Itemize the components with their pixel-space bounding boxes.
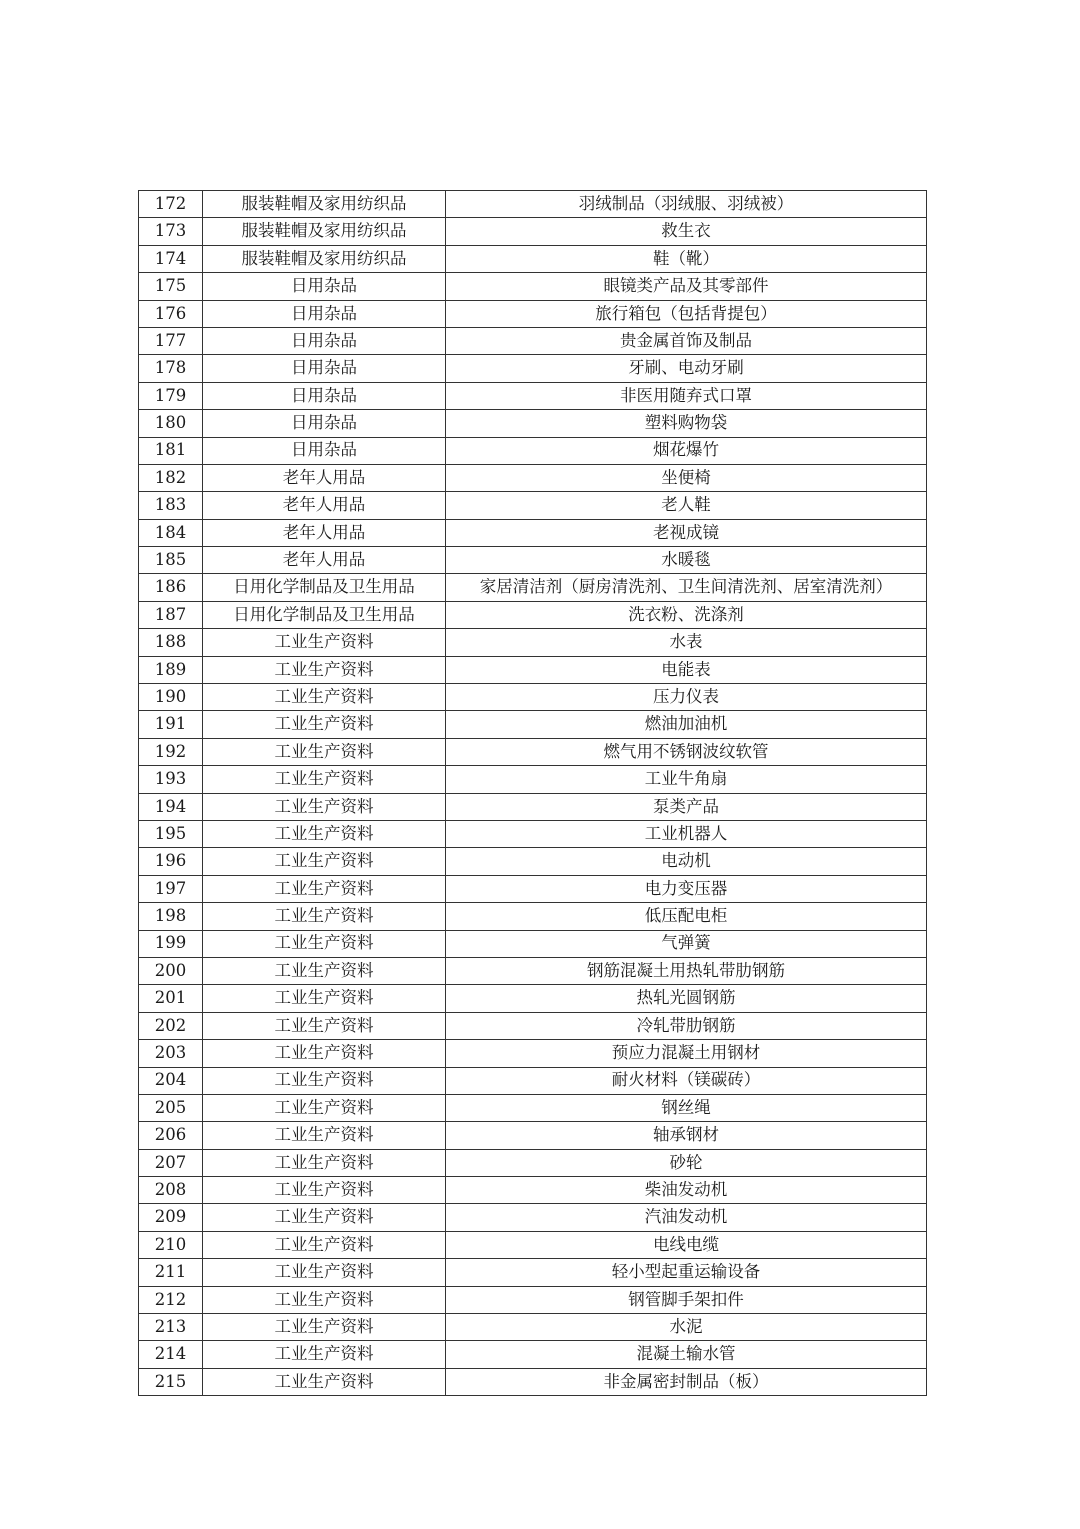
category-cell: 工业生产资料 bbox=[203, 903, 446, 930]
product-name-cell: 柴油发动机 bbox=[446, 1177, 927, 1204]
category-cell: 工业生产资料 bbox=[203, 1368, 446, 1395]
row-number-cell: 178 bbox=[139, 355, 203, 382]
category-cell: 老年人用品 bbox=[203, 464, 446, 491]
product-name-cell: 非金属密封制品（板） bbox=[446, 1368, 927, 1395]
product-name-cell: 非医用随弃式口罩 bbox=[446, 382, 927, 409]
category-cell: 工业生产资料 bbox=[203, 711, 446, 738]
row-number-cell: 191 bbox=[139, 711, 203, 738]
category-cell: 工业生产资料 bbox=[203, 985, 446, 1012]
row-number-cell: 210 bbox=[139, 1231, 203, 1258]
row-number-cell: 173 bbox=[139, 218, 203, 245]
product-name-cell: 气弹簧 bbox=[446, 930, 927, 957]
table-row bbox=[139, 437, 927, 464]
product-name-cell: 旅行箱包（包括背提包） bbox=[446, 300, 927, 327]
row-number-cell: 186 bbox=[139, 574, 203, 601]
product-name-cell: 鞋（靴） bbox=[446, 245, 927, 272]
product-name-cell: 轻小型起重运输设备 bbox=[446, 1259, 927, 1286]
product-name-cell: 钢管脚手架扣件 bbox=[446, 1286, 927, 1313]
category-cell: 工业生产资料 bbox=[203, 1286, 446, 1313]
product-name-cell: 塑料购物袋 bbox=[446, 410, 927, 437]
row-number-cell: 176 bbox=[139, 300, 203, 327]
table-row bbox=[139, 1204, 927, 1231]
table-row bbox=[139, 601, 927, 628]
category-cell: 日用杂品 bbox=[203, 382, 446, 409]
table-row bbox=[139, 191, 927, 218]
table-row bbox=[139, 492, 927, 519]
table-row bbox=[139, 355, 927, 382]
category-cell: 工业生产资料 bbox=[203, 629, 446, 656]
category-cell: 日用化学制品及卫生用品 bbox=[203, 601, 446, 628]
table-row bbox=[139, 464, 927, 491]
product-name-cell: 压力仪表 bbox=[446, 684, 927, 711]
table-row bbox=[139, 410, 927, 437]
row-number-cell: 208 bbox=[139, 1177, 203, 1204]
table-row bbox=[139, 1314, 927, 1341]
category-cell: 工业生产资料 bbox=[203, 1149, 446, 1176]
row-number-cell: 207 bbox=[139, 1149, 203, 1176]
category-cell: 日用化学制品及卫生用品 bbox=[203, 574, 446, 601]
table-row bbox=[139, 656, 927, 683]
category-cell: 工业生产资料 bbox=[203, 875, 446, 902]
category-cell: 工业生产资料 bbox=[203, 684, 446, 711]
product-name-cell: 电线电缆 bbox=[446, 1231, 927, 1258]
table-row bbox=[139, 1122, 927, 1149]
table-row bbox=[139, 1259, 927, 1286]
category-cell: 日用杂品 bbox=[203, 300, 446, 327]
category-cell: 工业生产资料 bbox=[203, 1177, 446, 1204]
product-name-cell: 低压配电柜 bbox=[446, 903, 927, 930]
product-name-cell: 坐便椅 bbox=[446, 464, 927, 491]
row-number-cell: 189 bbox=[139, 656, 203, 683]
table-row bbox=[139, 985, 927, 1012]
product-name-cell: 水泥 bbox=[446, 1314, 927, 1341]
table-row bbox=[139, 1012, 927, 1039]
row-number-cell: 183 bbox=[139, 492, 203, 519]
table-row bbox=[139, 547, 927, 574]
table-row bbox=[139, 820, 927, 847]
row-number-cell: 179 bbox=[139, 382, 203, 409]
table-row bbox=[139, 1040, 927, 1067]
table-row bbox=[139, 629, 927, 656]
category-cell: 工业生产资料 bbox=[203, 1341, 446, 1368]
category-cell: 工业生产资料 bbox=[203, 1259, 446, 1286]
row-number-cell: 196 bbox=[139, 848, 203, 875]
product-name-cell: 电能表 bbox=[446, 656, 927, 683]
category-cell: 工业生产资料 bbox=[203, 1231, 446, 1258]
row-number-cell: 190 bbox=[139, 684, 203, 711]
table-row bbox=[139, 1368, 927, 1395]
category-cell: 工业生产资料 bbox=[203, 930, 446, 957]
category-cell: 工业生产资料 bbox=[203, 738, 446, 765]
table-row bbox=[139, 1067, 927, 1094]
table-row bbox=[139, 327, 927, 354]
category-cell: 工业生产资料 bbox=[203, 848, 446, 875]
product-name-cell: 贵金属首饰及制品 bbox=[446, 327, 927, 354]
category-cell: 工业生产资料 bbox=[203, 1204, 446, 1231]
product-name-cell: 钢筋混凝土用热轧带肋钢筋 bbox=[446, 957, 927, 984]
product-catalog-table bbox=[138, 190, 927, 1396]
product-name-cell: 耐火材料（镁碳砖） bbox=[446, 1067, 927, 1094]
row-number-cell: 180 bbox=[139, 410, 203, 437]
row-number-cell: 172 bbox=[139, 191, 203, 218]
table-row bbox=[139, 574, 927, 601]
table-row bbox=[139, 300, 927, 327]
product-name-cell: 燃气用不锈钢波纹软管 bbox=[446, 738, 927, 765]
product-name-cell: 钢丝绳 bbox=[446, 1094, 927, 1121]
row-number-cell: 213 bbox=[139, 1314, 203, 1341]
product-name-cell: 洗衣粉、洗涤剂 bbox=[446, 601, 927, 628]
product-name-cell: 冷轧带肋钢筋 bbox=[446, 1012, 927, 1039]
row-number-cell: 204 bbox=[139, 1067, 203, 1094]
row-number-cell: 200 bbox=[139, 957, 203, 984]
category-cell: 工业生产资料 bbox=[203, 793, 446, 820]
category-cell: 日用杂品 bbox=[203, 327, 446, 354]
row-number-cell: 211 bbox=[139, 1259, 203, 1286]
category-cell: 老年人用品 bbox=[203, 547, 446, 574]
product-name-cell: 老视成镜 bbox=[446, 519, 927, 546]
row-number-cell: 185 bbox=[139, 547, 203, 574]
product-name-cell: 家居清洁剂（厨房清洗剂、卫生间清洗剂、居室清洗剂） bbox=[446, 574, 927, 601]
row-number-cell: 192 bbox=[139, 738, 203, 765]
row-number-cell: 195 bbox=[139, 820, 203, 847]
category-cell: 日用杂品 bbox=[203, 355, 446, 382]
table-row bbox=[139, 684, 927, 711]
category-cell: 工业生产资料 bbox=[203, 820, 446, 847]
row-number-cell: 187 bbox=[139, 601, 203, 628]
table-body bbox=[139, 191, 927, 1396]
row-number-cell: 215 bbox=[139, 1368, 203, 1395]
table-row bbox=[139, 273, 927, 300]
product-name-cell: 老人鞋 bbox=[446, 492, 927, 519]
product-name-cell: 砂轮 bbox=[446, 1149, 927, 1176]
category-cell: 工业生产资料 bbox=[203, 656, 446, 683]
table-row bbox=[139, 1094, 927, 1121]
product-name-cell: 烟花爆竹 bbox=[446, 437, 927, 464]
table-row bbox=[139, 957, 927, 984]
row-number-cell: 194 bbox=[139, 793, 203, 820]
row-number-cell: 174 bbox=[139, 245, 203, 272]
table-row bbox=[139, 903, 927, 930]
product-name-cell: 泵类产品 bbox=[446, 793, 927, 820]
product-name-cell: 汽油发动机 bbox=[446, 1204, 927, 1231]
category-cell: 日用杂品 bbox=[203, 273, 446, 300]
row-number-cell: 182 bbox=[139, 464, 203, 491]
category-cell: 日用杂品 bbox=[203, 410, 446, 437]
table-row bbox=[139, 218, 927, 245]
category-cell: 工业生产资料 bbox=[203, 1012, 446, 1039]
category-cell: 工业生产资料 bbox=[203, 1094, 446, 1121]
category-cell: 日用杂品 bbox=[203, 437, 446, 464]
product-name-cell: 混凝土输水管 bbox=[446, 1341, 927, 1368]
row-number-cell: 197 bbox=[139, 875, 203, 902]
table-row bbox=[139, 875, 927, 902]
table-row bbox=[139, 766, 927, 793]
table-row bbox=[139, 1341, 927, 1368]
table-row bbox=[139, 519, 927, 546]
product-name-cell: 热轧光圆钢筋 bbox=[446, 985, 927, 1012]
category-cell: 老年人用品 bbox=[203, 492, 446, 519]
table-row bbox=[139, 1286, 927, 1313]
category-cell: 工业生产资料 bbox=[203, 1067, 446, 1094]
product-name-cell: 羽绒制品（羽绒服、羽绒被） bbox=[446, 191, 927, 218]
product-name-cell: 牙刷、电动牙刷 bbox=[446, 355, 927, 382]
product-name-cell: 电力变压器 bbox=[446, 875, 927, 902]
row-number-cell: 188 bbox=[139, 629, 203, 656]
product-name-cell: 水表 bbox=[446, 629, 927, 656]
row-number-cell: 193 bbox=[139, 766, 203, 793]
product-name-cell: 燃油加油机 bbox=[446, 711, 927, 738]
category-cell: 工业生产资料 bbox=[203, 1122, 446, 1149]
row-number-cell: 177 bbox=[139, 327, 203, 354]
row-number-cell: 209 bbox=[139, 1204, 203, 1231]
category-cell: 服装鞋帽及家用纺织品 bbox=[203, 245, 446, 272]
row-number-cell: 203 bbox=[139, 1040, 203, 1067]
category-cell: 工业生产资料 bbox=[203, 957, 446, 984]
table-row bbox=[139, 930, 927, 957]
row-number-cell: 202 bbox=[139, 1012, 203, 1039]
row-number-cell: 206 bbox=[139, 1122, 203, 1149]
row-number-cell: 212 bbox=[139, 1286, 203, 1313]
table-row bbox=[139, 793, 927, 820]
product-name-cell: 工业牛角扇 bbox=[446, 766, 927, 793]
row-number-cell: 181 bbox=[139, 437, 203, 464]
table-row bbox=[139, 245, 927, 272]
category-cell: 服装鞋帽及家用纺织品 bbox=[203, 191, 446, 218]
product-name-cell: 轴承钢材 bbox=[446, 1122, 927, 1149]
table-row bbox=[139, 1149, 927, 1176]
table-row bbox=[139, 848, 927, 875]
product-name-cell: 工业机器人 bbox=[446, 820, 927, 847]
product-name-cell: 预应力混凝土用钢材 bbox=[446, 1040, 927, 1067]
table-row bbox=[139, 711, 927, 738]
product-name-cell: 救生衣 bbox=[446, 218, 927, 245]
row-number-cell: 199 bbox=[139, 930, 203, 957]
product-name-cell: 电动机 bbox=[446, 848, 927, 875]
category-cell: 服装鞋帽及家用纺织品 bbox=[203, 218, 446, 245]
table-row bbox=[139, 1231, 927, 1258]
category-cell: 工业生产资料 bbox=[203, 766, 446, 793]
product-name-cell: 眼镜类产品及其零部件 bbox=[446, 273, 927, 300]
row-number-cell: 198 bbox=[139, 903, 203, 930]
row-number-cell: 205 bbox=[139, 1094, 203, 1121]
product-name-cell: 水暖毯 bbox=[446, 547, 927, 574]
table-row bbox=[139, 738, 927, 765]
table-row bbox=[139, 1177, 927, 1204]
row-number-cell: 214 bbox=[139, 1341, 203, 1368]
table-row bbox=[139, 382, 927, 409]
row-number-cell: 184 bbox=[139, 519, 203, 546]
category-cell: 工业生产资料 bbox=[203, 1314, 446, 1341]
category-cell: 老年人用品 bbox=[203, 519, 446, 546]
row-number-cell: 201 bbox=[139, 985, 203, 1012]
category-cell: 工业生产资料 bbox=[203, 1040, 446, 1067]
row-number-cell: 175 bbox=[139, 273, 203, 300]
